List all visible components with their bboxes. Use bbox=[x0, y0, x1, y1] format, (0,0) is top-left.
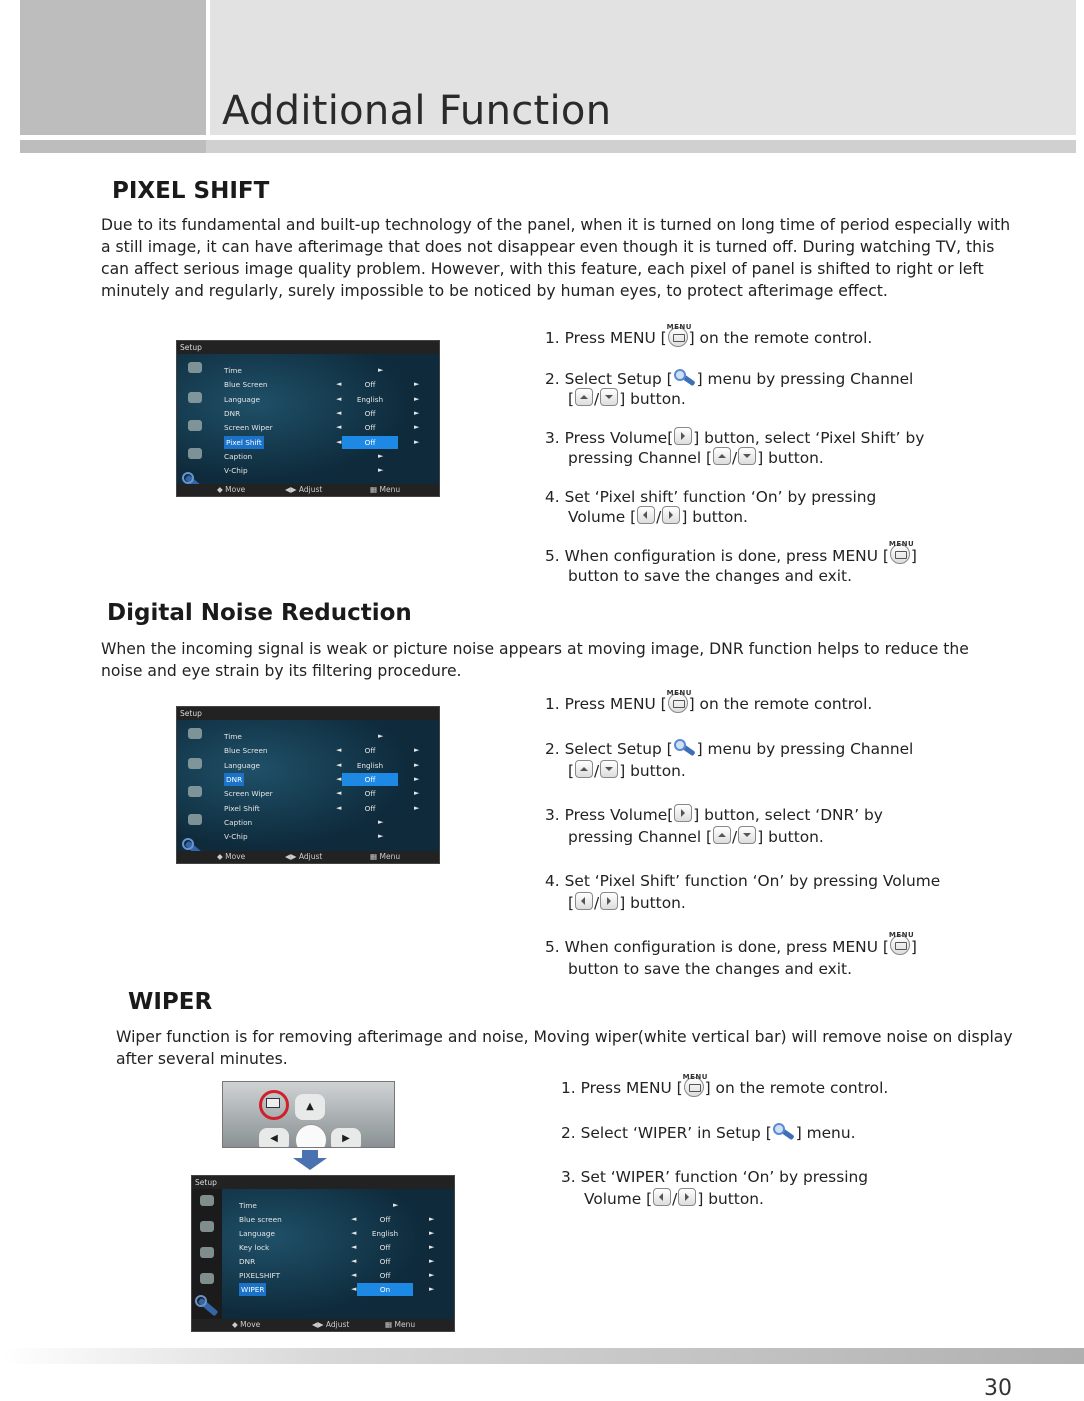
volume-left-icon bbox=[575, 892, 593, 910]
left-arrow-icon: ◄ bbox=[336, 789, 342, 798]
step-2: 2. Select Setup [ ] menu by pressing Channel [ / ] button. bbox=[545, 739, 914, 780]
osd-row-name: V-Chip bbox=[224, 832, 248, 842]
osd-menu-row bbox=[224, 787, 424, 800]
osd-row-value: Off bbox=[364, 408, 376, 418]
osd-row-name: Language bbox=[239, 1229, 276, 1238]
osd-menu-row bbox=[224, 730, 424, 743]
right-arrow-icon: ► bbox=[414, 437, 420, 446]
move-hint: ◆ Move bbox=[217, 485, 246, 494]
right-arrow-icon: ► bbox=[378, 466, 384, 475]
dnr-heading: Digital Noise Reduction bbox=[107, 600, 412, 626]
left-arrow-icon: ◄ bbox=[336, 408, 342, 417]
menu-button-icon: MENU bbox=[890, 544, 910, 564]
step-1: 1. Press MENU [ MENU ] on the remote control. bbox=[561, 1072, 889, 1097]
pixel-shift-osd-screenshot bbox=[176, 340, 440, 497]
right-arrow-icon: ► bbox=[414, 380, 420, 389]
volume-right-icon bbox=[674, 427, 692, 445]
right-arrow-icon: ► bbox=[414, 408, 420, 417]
osd-row-value: English bbox=[371, 1229, 399, 1238]
osd-footer bbox=[177, 851, 439, 863]
osd-row-name: PIXELSHIFT bbox=[239, 1271, 281, 1280]
right-arrow-icon: ► bbox=[414, 789, 420, 798]
setup-wrench-icon bbox=[773, 1122, 795, 1140]
left-arrow-icon: ◄ bbox=[336, 746, 342, 755]
right-arrow-icon: ► bbox=[414, 746, 420, 755]
left-arrow-icon: ◄ bbox=[336, 437, 342, 446]
osd-row-value: English bbox=[356, 760, 384, 770]
osd-menu-row bbox=[239, 1213, 439, 1226]
volume-right-icon bbox=[662, 506, 680, 524]
menu-button-icon: MENU bbox=[684, 1077, 704, 1097]
osd-menu-row bbox=[224, 393, 424, 406]
osd-row-name: V-Chip bbox=[224, 466, 248, 476]
menu-button-icon: MENU bbox=[668, 327, 688, 347]
menu-button-icon: MENU bbox=[890, 935, 910, 955]
osd-row-name: Language bbox=[224, 394, 261, 404]
menu-hint: ▦ Menu bbox=[370, 485, 401, 494]
sound-icon bbox=[200, 1221, 214, 1232]
osd-menu-row bbox=[224, 364, 424, 377]
osd-row-value: Off bbox=[379, 1215, 391, 1224]
osd-row-name: Time bbox=[239, 1201, 257, 1210]
osd-row-value: Off bbox=[342, 436, 398, 449]
osd-menu-row bbox=[224, 816, 424, 829]
osd-title: Setup bbox=[177, 707, 439, 720]
dnr-osd-screenshot bbox=[176, 706, 440, 864]
channel-up-icon bbox=[713, 826, 731, 844]
sound-icon bbox=[188, 758, 202, 769]
step-4: 4. Set ‘Pixel Shift’ function ‘On’ by pressing Volume [ / ] button. bbox=[545, 871, 941, 912]
osd-menu-row bbox=[239, 1255, 439, 1268]
osd-row-value: On bbox=[357, 1283, 413, 1296]
right-arrow-icon: ► bbox=[393, 1201, 399, 1209]
wiper-steps bbox=[561, 1072, 1021, 1209]
adjust-hint: ◀▶ Adjust bbox=[285, 485, 323, 494]
speaker-icon bbox=[188, 420, 202, 431]
osd-menu-row bbox=[224, 744, 424, 757]
step-3: 3. Set ‘WIPER’ function ‘On’ by pressing Volume [ / ] button. bbox=[561, 1167, 869, 1208]
adjust-hint: ◀▶ Adjust bbox=[285, 852, 323, 861]
osd-menu-row bbox=[224, 436, 424, 449]
channel-down-icon bbox=[738, 447, 756, 465]
osd-row-value: Off bbox=[364, 380, 376, 390]
wiper-osd-screenshot bbox=[191, 1175, 455, 1332]
volume-right-icon bbox=[674, 804, 692, 822]
right-arrow-icon: ► bbox=[429, 1271, 435, 1279]
osd-menu-row bbox=[224, 464, 424, 477]
left-arrow-icon: ◄ bbox=[351, 1215, 357, 1223]
left-arrow-icon: ◄ bbox=[351, 1229, 357, 1237]
osd-row-name: Pixel Shift bbox=[224, 803, 260, 813]
osd-menu-row bbox=[224, 407, 424, 420]
down-arrow-head bbox=[293, 1158, 327, 1170]
remote-control-photo bbox=[222, 1081, 395, 1148]
osd-row-name: Time bbox=[224, 366, 242, 375]
osd-footer bbox=[177, 484, 439, 496]
osd-menu-row bbox=[239, 1269, 439, 1282]
osd-menu-row bbox=[239, 1227, 439, 1240]
osd-menu-row bbox=[224, 830, 424, 843]
step-1: 1. Press MENU [ MENU ] on the remote control. bbox=[545, 322, 873, 347]
osd-row-value: Off bbox=[364, 789, 376, 799]
channel-icon bbox=[188, 448, 202, 459]
left-arrow-icon: ◀ bbox=[259, 1128, 289, 1148]
right-arrow-icon: ► bbox=[429, 1229, 435, 1237]
osd-row-name: Blue Screen bbox=[224, 746, 268, 756]
move-hint: ◆ Move bbox=[217, 852, 246, 861]
menu-button-icon bbox=[266, 1098, 280, 1108]
osd-sidebar bbox=[192, 1189, 222, 1319]
volume-right-icon bbox=[678, 1188, 696, 1206]
osd-row-name: Screen Wiper bbox=[224, 423, 273, 433]
osd-row-value: Off bbox=[379, 1243, 391, 1252]
osd-row-name: Blue Screen bbox=[224, 380, 268, 390]
right-arrow-icon: ► bbox=[429, 1285, 435, 1293]
channel-down-icon bbox=[738, 826, 756, 844]
left-arrow-icon: ◄ bbox=[336, 380, 342, 389]
volume-left-icon bbox=[653, 1188, 671, 1206]
osd-menu-row bbox=[224, 378, 424, 391]
setup-wrench-icon bbox=[674, 738, 696, 756]
right-arrow-icon: ► bbox=[414, 760, 420, 769]
step-1: 1. Press MENU [ MENU ] on the remote control. bbox=[545, 688, 873, 713]
pixel-shift-description: Due to its fundamental and built-up technology of the panel, when it is turned on long time of period especially with a still image, it can have afterimage that does not disappear even though it is turned off. During watching TV, this can affect serious image quality problem. However, with this feature, each pixel of panel is shifted to right or left minutely and regularly, surely impossible to be noticed by human eyes, to protect afterimage effect. bbox=[101, 216, 1011, 300]
step-2: 2. Select ‘WIPER’ in Setup [ ] menu. bbox=[561, 1123, 856, 1142]
left-arrow-icon: ◄ bbox=[351, 1243, 357, 1251]
move-hint: ◆ Move bbox=[232, 1320, 261, 1329]
left-arrow-icon: ◄ bbox=[351, 1257, 357, 1265]
menu-hint: ▦ Menu bbox=[370, 852, 401, 861]
osd-title: Setup bbox=[177, 341, 439, 354]
channel-icon bbox=[200, 1273, 214, 1284]
osd-row-name: Caption bbox=[224, 451, 253, 461]
osd-row-value: Off bbox=[379, 1271, 391, 1280]
osd-row-value: Off bbox=[364, 803, 376, 813]
osd-row-value: Off bbox=[364, 746, 376, 756]
right-arrow-icon: ► bbox=[414, 774, 420, 783]
menu-button-icon: MENU bbox=[668, 693, 688, 713]
osd-footer bbox=[192, 1319, 454, 1331]
osd-menu-row bbox=[224, 802, 424, 815]
volume-right-icon bbox=[600, 892, 618, 910]
right-arrow-icon: ► bbox=[378, 366, 384, 374]
wiper-heading: WIPER bbox=[128, 989, 213, 1015]
osd-row-name: DNR bbox=[226, 774, 243, 784]
left-arrow-icon: ◄ bbox=[336, 774, 342, 783]
channel-down-icon bbox=[600, 388, 618, 406]
osd-row-name: Time bbox=[224, 732, 242, 741]
sound-icon bbox=[188, 392, 202, 403]
header-block-left bbox=[20, 0, 206, 135]
right-arrow-icon: ► bbox=[378, 732, 384, 740]
adjust-hint: ◀▶ Adjust bbox=[312, 1320, 350, 1329]
channel-down-icon bbox=[600, 760, 618, 778]
osd-menu-row bbox=[224, 421, 424, 434]
right-arrow-icon: ► bbox=[429, 1257, 435, 1265]
right-arrow-icon: ► bbox=[414, 803, 420, 812]
setup-wrench-icon bbox=[674, 368, 696, 386]
osd-menu-row bbox=[224, 773, 424, 786]
left-arrow-icon: ◄ bbox=[351, 1271, 357, 1279]
speaker-icon bbox=[200, 1247, 214, 1258]
osd-sidebar bbox=[177, 354, 219, 484]
step-3: 3. Press Volume[ ] button, select ‘DNR’ by pressing Channel [ / ] button. bbox=[545, 805, 883, 846]
dnr-steps bbox=[545, 688, 1015, 979]
volume-left-icon bbox=[637, 506, 655, 524]
picture-icon bbox=[188, 362, 202, 373]
osd-menu-row bbox=[224, 450, 424, 463]
left-arrow-icon: ◄ bbox=[336, 394, 342, 403]
osd-menu-row bbox=[239, 1241, 439, 1254]
right-arrow-icon: ► bbox=[378, 451, 384, 460]
osd-menu-row bbox=[239, 1199, 439, 1212]
osd-row-name: Language bbox=[224, 760, 261, 770]
pixel-shift-heading: PIXEL SHIFT bbox=[112, 178, 270, 204]
osd-sidebar bbox=[177, 720, 219, 851]
left-arrow-icon: ◄ bbox=[336, 423, 342, 432]
osd-title: Setup bbox=[192, 1176, 454, 1189]
right-arrow-icon: ► bbox=[378, 817, 384, 826]
osd-row-name: DNR bbox=[224, 408, 241, 418]
page-number: 30 bbox=[984, 1376, 1012, 1401]
up-arrow-icon: ▲ bbox=[295, 1094, 325, 1120]
osd-row-name: Key lock bbox=[239, 1243, 270, 1252]
channel-icon bbox=[188, 814, 202, 825]
right-arrow-icon: ► bbox=[414, 423, 420, 432]
osd-menu-row bbox=[239, 1283, 439, 1296]
right-arrow-icon: ► bbox=[429, 1243, 435, 1251]
right-arrow-icon: ► bbox=[378, 832, 384, 841]
picture-icon bbox=[188, 728, 202, 739]
left-arrow-icon: ◄ bbox=[336, 803, 342, 812]
channel-up-icon bbox=[575, 388, 593, 406]
step-4: 4. Set ‘Pixel shift’ function ‘On’ by pressing Volume [ / ] button. bbox=[545, 487, 877, 526]
header-rule-accent bbox=[20, 140, 206, 153]
step-3: 3. Press Volume[ ] button, select ‘Pixel Shift’ by pressing Channel [ / ] button. bbox=[545, 428, 925, 467]
channel-up-icon bbox=[575, 760, 593, 778]
enter-icon bbox=[295, 1124, 327, 1148]
osd-row-name: Pixel Shift bbox=[226, 437, 262, 447]
osd-row-name: Caption bbox=[224, 817, 253, 827]
down-arrow-icon bbox=[302, 1150, 318, 1158]
osd-row-value: Off bbox=[379, 1257, 391, 1266]
right-arrow-icon: ► bbox=[429, 1215, 435, 1223]
step-5: 5. When configuration is done, press MENU [ MENU ] button to save the changes and exit. bbox=[545, 931, 917, 978]
osd-row-value: Off bbox=[364, 423, 376, 433]
osd-row-value: English bbox=[356, 394, 384, 404]
right-arrow-icon: ▶ bbox=[331, 1128, 361, 1148]
speaker-icon bbox=[188, 786, 202, 797]
picture-icon bbox=[200, 1195, 214, 1206]
channel-up-icon bbox=[713, 447, 731, 465]
wrench-icon bbox=[195, 1295, 217, 1315]
osd-row-name: Screen Wiper bbox=[224, 789, 273, 799]
osd-row-name: Blue screen bbox=[239, 1215, 282, 1224]
step-5: 5. When configuration is done, press MENU [ MENU ] button to save the changes and exit. bbox=[545, 540, 917, 585]
page-title: Additional Function bbox=[222, 88, 612, 134]
left-arrow-icon: ◄ bbox=[336, 760, 342, 769]
step-2: 2. Select Setup [ ] menu by pressing Channel [ / ] button. bbox=[545, 369, 914, 408]
wiper-description: Wiper function is for removing afterimage and noise, Moving wiper(white vertical bar) will remove noise on display after several minutes. bbox=[116, 1028, 1013, 1068]
osd-row-name: WIPER bbox=[241, 1285, 265, 1294]
right-arrow-icon: ► bbox=[414, 394, 420, 403]
footer-bar bbox=[0, 1348, 1084, 1364]
osd-row-value: Off bbox=[342, 773, 398, 786]
dnr-description: When the incoming signal is weak or picture noise appears at moving image, DNR function helps to reduce the noise and eye strain by its filtering procedure. bbox=[101, 640, 969, 680]
left-arrow-icon: ◄ bbox=[351, 1285, 357, 1293]
osd-row-name: DNR bbox=[239, 1257, 256, 1266]
pixel-shift-steps bbox=[545, 322, 1015, 586]
osd-menu-row bbox=[224, 759, 424, 772]
menu-hint: ▦ Menu bbox=[385, 1320, 416, 1329]
